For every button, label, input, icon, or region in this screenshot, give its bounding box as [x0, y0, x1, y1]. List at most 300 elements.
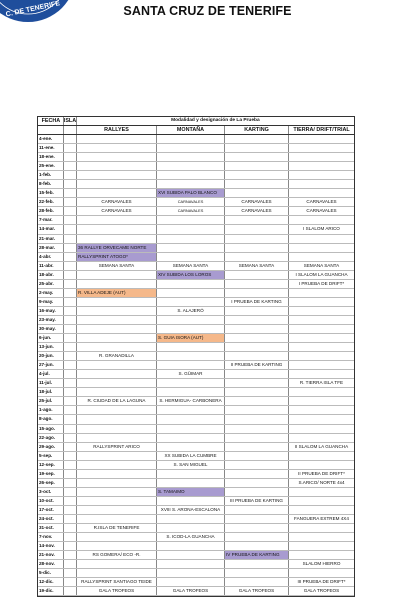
montana-cell — [157, 235, 225, 243]
date-cell: 17-oct. — [38, 506, 64, 514]
table-row — [38, 370, 354, 379]
isla-cell — [64, 325, 77, 333]
karting-cell — [225, 506, 289, 514]
isla-cell — [64, 415, 77, 423]
isla-cell — [64, 307, 77, 315]
karting-cell — [225, 352, 289, 360]
rallyes-cell — [77, 361, 157, 369]
header-modalidad: Modalidad y designación de La Prueba — [171, 118, 260, 123]
montana-cell: GALA TROFEOS — [157, 587, 225, 595]
isla-cell — [64, 235, 77, 243]
table-row — [38, 144, 354, 153]
karting-cell — [225, 343, 289, 351]
table-row — [38, 461, 354, 470]
date-cell: 21-nov. — [38, 551, 64, 559]
tierra-cell — [289, 461, 354, 469]
karting-cell — [225, 542, 289, 550]
tierra-cell — [289, 216, 354, 224]
rallyes-cell — [77, 180, 157, 188]
rallyes-cell — [77, 171, 157, 179]
isla-cell — [64, 225, 77, 233]
karting-cell: I PRUEBA DE KARTING — [225, 298, 289, 306]
table-row — [38, 225, 354, 234]
karting-cell — [225, 171, 289, 179]
karting-cell — [225, 578, 289, 586]
rallyes-cell — [77, 153, 157, 161]
montana-cell: XX SUBIDA LA CUMBRE — [157, 452, 225, 460]
isla-cell — [64, 144, 77, 152]
montana-cell: CARNAVALES — [157, 198, 225, 206]
date-cell: 8-feb. — [38, 180, 64, 188]
rallyes-cell — [77, 470, 157, 478]
rallyes-cell — [77, 325, 157, 333]
karting-cell: CARNAVALES — [225, 207, 289, 215]
tierra-cell: S.ARICO/ NORTE 4x4 — [298, 479, 345, 485]
isla-cell — [64, 135, 77, 143]
montana-cell — [157, 434, 225, 442]
table-row — [38, 235, 354, 244]
isla-cell — [64, 506, 77, 514]
tierra-cell — [289, 135, 354, 143]
karting-cell — [225, 162, 289, 170]
rallyes-cell — [77, 452, 157, 460]
montana-cell: S. HERMIGUA- CARBONERA — [157, 397, 225, 405]
karting-cell: SEMANA SANTA — [225, 262, 289, 270]
date-cell: 25-jul. — [38, 397, 64, 405]
date-cell: 4-abr. — [38, 253, 64, 261]
table-row — [38, 307, 354, 316]
isla-cell — [64, 262, 77, 270]
isla-cell — [64, 289, 77, 297]
karting-cell — [225, 189, 289, 197]
table-row — [38, 334, 354, 343]
tierra-cell — [289, 434, 354, 442]
tierra-cell — [289, 425, 354, 433]
rallyes-cell — [77, 235, 157, 243]
table-row — [38, 506, 354, 515]
date-cell: 4-ene. — [38, 135, 64, 143]
date-cell: 27-jun. — [38, 361, 64, 369]
montana-cell — [157, 253, 225, 261]
tierra-cell — [289, 533, 354, 541]
table-row — [38, 452, 354, 461]
table-row — [38, 153, 354, 162]
montana-cell — [157, 497, 225, 505]
isla-cell — [64, 253, 77, 261]
rallyes-cell: RALLYSPRINT ATOGO* — [77, 253, 157, 261]
isla-cell — [64, 488, 77, 496]
karting-cell — [225, 569, 289, 577]
karting-cell — [225, 443, 289, 451]
karting-cell — [225, 144, 289, 152]
montana-cell — [157, 551, 225, 559]
tierra-cell — [289, 144, 354, 152]
tierra-cell — [289, 370, 354, 378]
karting-cell: IV PRUEBA DE KARTING — [225, 551, 289, 559]
date-cell: 7-nov. — [38, 533, 64, 541]
montana-cell — [157, 180, 225, 188]
tierra-cell — [289, 325, 354, 333]
rallyes-cell — [77, 280, 157, 288]
tierra-cell: SLALOM HIERRO — [302, 561, 341, 567]
karting-cell: GALA TROFEOS — [225, 587, 289, 595]
tierra-cell — [289, 307, 354, 315]
date-cell: 12-dic. — [38, 578, 64, 586]
karting-cell — [225, 180, 289, 188]
date-cell: 6-jun. — [38, 334, 64, 342]
table-row — [38, 180, 354, 189]
montana-cell — [157, 225, 225, 233]
tierra-cell: I SLALOM LA GUANCHA — [295, 271, 348, 277]
table-row — [38, 379, 354, 388]
rallyes-cell — [77, 515, 157, 523]
karting-cell — [225, 488, 289, 496]
montana-cell: SEMANA SANTA — [157, 262, 225, 270]
rallyes-cell — [77, 316, 157, 324]
table-row — [38, 578, 354, 587]
karting-cell — [225, 225, 289, 233]
isla-cell — [64, 587, 77, 595]
rallyes-cell — [77, 506, 157, 514]
table-row — [38, 343, 354, 352]
table-row — [38, 425, 354, 434]
montana-cell — [157, 244, 225, 252]
date-cell: 25-abr. — [38, 280, 64, 288]
rallyes-cell — [77, 334, 157, 342]
table-row — [38, 434, 354, 443]
karting-cell — [225, 434, 289, 442]
montana-cell — [157, 325, 225, 333]
rallyes-cell — [77, 479, 157, 487]
tierra-cell — [289, 397, 354, 405]
montana-cell: S. TAMAIMO — [157, 488, 225, 496]
montana-cell — [157, 515, 225, 523]
tierra-cell: CARNAVALES — [306, 199, 337, 205]
isla-cell — [64, 352, 77, 360]
date-cell: 18-ene. — [38, 153, 64, 161]
rallyes-cell — [77, 533, 157, 541]
tierra-cell — [289, 153, 354, 161]
montana-cell — [157, 406, 225, 414]
table-row — [38, 162, 354, 171]
rallyes-cell — [77, 370, 157, 378]
tierra-cell — [289, 334, 354, 342]
tierra-cell — [289, 289, 354, 297]
isla-cell — [64, 207, 77, 215]
montana-cell: S. GUIA ISORA (AUT) — [157, 334, 225, 342]
tierra-cell — [289, 524, 354, 532]
table-row — [38, 542, 354, 551]
date-cell: 24-oct. — [38, 515, 64, 523]
rallyes-cell: R. VILLA ADEJE (AUT) — [77, 289, 157, 297]
montana-cell — [157, 135, 225, 143]
montana-cell — [157, 343, 225, 351]
table-row — [38, 497, 354, 506]
rallyes-cell — [77, 135, 157, 143]
table-row — [38, 560, 354, 569]
karting-cell — [225, 235, 289, 243]
table-row — [38, 198, 354, 207]
date-cell: 14-mar. — [38, 225, 64, 233]
rallyes-cell: CARNAVALES — [77, 198, 157, 206]
table-row — [38, 524, 354, 533]
montana-cell — [157, 542, 225, 550]
isla-cell — [64, 343, 77, 351]
montana-cell: XVIII S. ARONA-ESCALONA — [157, 506, 225, 514]
isla-cell — [64, 316, 77, 324]
svg-text:C. DE TENERIFE: C. DE TENERIFE — [5, 0, 61, 19]
karting-cell — [225, 533, 289, 541]
table-row — [38, 587, 354, 596]
tierra-cell — [289, 497, 354, 505]
tierra-cell — [289, 343, 354, 351]
date-cell: 1-feb. — [38, 171, 64, 179]
isla-cell — [64, 379, 77, 387]
karting-cell — [225, 479, 289, 487]
montana-cell: XIV SUBIDA LOS LOROS — [157, 271, 225, 279]
isla-cell — [64, 180, 77, 188]
karting-cell — [225, 560, 289, 568]
tierra-cell: CARNAVALES — [306, 208, 337, 214]
rallyes-cell: GALA TROFEOS — [77, 587, 157, 595]
isla-cell — [64, 271, 77, 279]
date-cell: 21-mar. — [38, 235, 64, 243]
table-row — [38, 244, 354, 253]
date-cell: 20-jun. — [38, 352, 64, 360]
tierra-cell — [289, 551, 354, 559]
table-row — [38, 280, 354, 289]
montana-cell — [157, 560, 225, 568]
date-cell: 23-may. — [38, 316, 64, 324]
montana-cell — [157, 289, 225, 297]
rallyes-cell — [77, 425, 157, 433]
montana-cell — [157, 216, 225, 224]
tierra-cell — [289, 316, 354, 324]
date-cell: 28-nov. — [38, 560, 64, 568]
karting-cell: CARNAVALES — [225, 198, 289, 206]
date-cell: 5-sep. — [38, 452, 64, 460]
date-cell: 15-feb. — [38, 189, 64, 197]
table-row — [38, 361, 354, 370]
karting-cell — [225, 415, 289, 423]
isla-cell — [64, 578, 77, 586]
montana-cell — [157, 569, 225, 577]
karting-cell — [225, 425, 289, 433]
tierra-cell — [289, 253, 354, 261]
montana-cell — [157, 171, 225, 179]
rallyes-cell: RALLYSPRINT ARICO — [77, 443, 157, 451]
rallyes-cell — [77, 497, 157, 505]
date-cell: 9-may. — [38, 298, 64, 306]
karting-cell — [225, 325, 289, 333]
karting-cell — [225, 316, 289, 324]
tierra-cell: II SLALOM LA GUANCHA — [294, 443, 349, 449]
isla-cell — [64, 542, 77, 550]
tierra-cell — [289, 569, 354, 577]
montana-cell — [157, 578, 225, 586]
isla-cell — [64, 397, 77, 405]
isla-cell — [64, 569, 77, 577]
karting-cell: III PRUEBA DE KARTING — [225, 497, 289, 505]
montana-cell — [157, 144, 225, 152]
karting-cell — [225, 244, 289, 252]
rallyes-cell — [77, 144, 157, 152]
rallyes-cell — [77, 461, 157, 469]
rallyes-cell: RS GOMERA/ ECO -R. — [77, 551, 157, 559]
montana-cell — [157, 162, 225, 170]
tierra-cell — [289, 244, 354, 252]
date-cell: 30-may. — [38, 325, 64, 333]
montana-cell: S. SAN MIGUEL — [157, 461, 225, 469]
calendar-table — [37, 116, 355, 597]
tierra-cell — [289, 189, 354, 197]
rallyes-cell — [77, 415, 157, 423]
date-cell: 7-mar. — [38, 216, 64, 224]
table-row — [38, 551, 354, 560]
isla-cell — [64, 406, 77, 414]
table-row — [38, 569, 354, 578]
rallyes-cell: CARNAVALES — [77, 207, 157, 215]
montana-cell — [157, 388, 225, 396]
date-cell: 25-ene. — [38, 162, 64, 170]
table-row — [38, 207, 354, 216]
date-cell: 19-dic. — [38, 587, 64, 595]
isla-cell — [64, 497, 77, 505]
karting-cell — [225, 153, 289, 161]
table-row — [38, 216, 354, 225]
isla-cell — [64, 515, 77, 523]
isla-cell — [64, 533, 77, 541]
karting-cell — [225, 135, 289, 143]
date-cell: 26-sep. — [38, 479, 64, 487]
isla-cell — [64, 551, 77, 559]
date-cell: 11-jul. — [38, 379, 64, 387]
karting-cell — [225, 289, 289, 297]
montana-cell — [157, 425, 225, 433]
isla-cell — [64, 153, 77, 161]
rallyes-cell: 36 RALLYE ORVECAME NORTE — [77, 244, 157, 252]
header-rallyes: RALLYES — [77, 126, 157, 134]
rallyes-cell — [77, 488, 157, 496]
table-row — [38, 406, 354, 415]
table-row — [38, 189, 354, 198]
montana-cell — [157, 316, 225, 324]
karting-cell — [225, 271, 289, 279]
table-row — [38, 289, 354, 298]
karting-cell — [225, 515, 289, 523]
rallyes-cell — [77, 298, 157, 306]
karting-cell — [225, 253, 289, 261]
isla-cell — [64, 171, 77, 179]
tierra-cell: FANGUERA EXTREM 4X4 — [294, 515, 349, 521]
karting-cell — [225, 216, 289, 224]
date-cell: 1-ago. — [38, 406, 64, 414]
montana-cell: S. ICOD-LA GUANCHA — [157, 533, 225, 541]
date-cell: 2-may. — [38, 289, 64, 297]
table-row — [38, 470, 354, 479]
rallyes-cell — [77, 560, 157, 568]
date-cell: 5-dic. — [38, 569, 64, 577]
rallyes-cell — [77, 189, 157, 197]
montana-cell — [157, 361, 225, 369]
isla-cell — [64, 388, 77, 396]
tierra-cell — [289, 488, 354, 496]
date-cell: 28-mar. — [38, 244, 64, 252]
tierra-cell: I SLALOM ARICO — [303, 226, 340, 232]
tierra-cell — [289, 415, 354, 423]
montana-cell — [157, 415, 225, 423]
tierra-cell — [289, 171, 354, 179]
montana-cell — [157, 470, 225, 478]
karting-cell — [225, 334, 289, 342]
date-cell: 18-jul. — [38, 388, 64, 396]
montana-cell: S. ALAJERÓ — [157, 307, 225, 315]
date-cell: 13-jun. — [38, 343, 64, 351]
tierra-cell — [289, 506, 354, 514]
header-isla: ISLA — [63, 118, 77, 124]
tierra-cell: SEMANA SANTA — [303, 262, 340, 268]
karting-cell — [225, 461, 289, 469]
isla-cell — [64, 244, 77, 252]
table-row — [38, 171, 354, 180]
table-row — [38, 415, 354, 424]
date-cell: 10-oct. — [38, 497, 64, 505]
date-cell: 19-sep. — [38, 470, 64, 478]
rallyes-cell — [77, 434, 157, 442]
header-karting: KARTING — [225, 126, 289, 134]
tierra-cell: R. TIERRA ISLA TFE — [299, 380, 344, 386]
date-cell: 14-nov. — [38, 542, 64, 550]
isla-cell — [64, 524, 77, 532]
tierra-cell — [289, 388, 354, 396]
table-header-row-1 — [38, 117, 354, 126]
montana-cell — [157, 352, 225, 360]
tierra-cell — [289, 361, 354, 369]
tierra-cell — [289, 542, 354, 550]
karting-cell — [225, 397, 289, 405]
date-cell: 3-oct. — [38, 488, 64, 496]
rallyes-cell — [77, 162, 157, 170]
rallyes-cell — [77, 388, 157, 396]
karting-cell — [225, 406, 289, 414]
isla-cell — [64, 560, 77, 568]
date-cell: 22-ago. — [38, 434, 64, 442]
date-cell: 22-feb. — [38, 198, 64, 206]
montana-cell: CARNAVALES — [157, 207, 225, 215]
tierra-cell — [289, 162, 354, 170]
table-row — [38, 298, 354, 307]
isla-cell — [64, 479, 77, 487]
page-title: SANTA CRUZ DE TENERIFE — [123, 4, 292, 18]
date-cell: 8-ago. — [38, 415, 64, 423]
table-row — [38, 388, 354, 397]
isla-cell — [64, 425, 77, 433]
rallyes-cell — [77, 271, 157, 279]
isla-cell — [64, 216, 77, 224]
table-row — [38, 397, 354, 406]
karting-cell — [225, 470, 289, 478]
karting-cell — [225, 379, 289, 387]
rallyes-cell — [77, 307, 157, 315]
tierra-cell: II PRUEBA DE DRIFT* — [298, 470, 345, 476]
date-cell: 12-sep. — [38, 461, 64, 469]
isla-cell — [64, 443, 77, 451]
tierra-cell: I PRUEBA DE DRIFT* — [298, 280, 345, 286]
header-montana: MONTAÑA — [157, 126, 225, 134]
isla-cell — [64, 370, 77, 378]
montana-cell — [157, 298, 225, 306]
rallyes-cell: R.ISLA DE TENERIFE — [77, 524, 157, 532]
